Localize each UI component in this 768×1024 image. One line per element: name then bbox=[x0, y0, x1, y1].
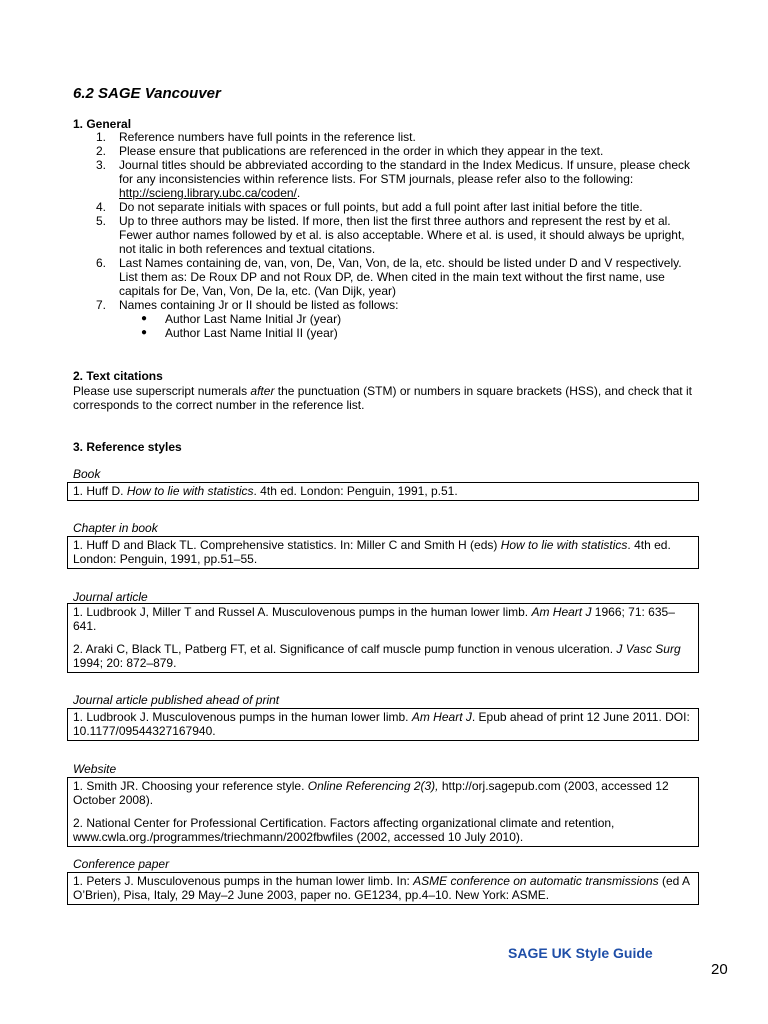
bullet-icon: ● bbox=[141, 327, 148, 338]
general-list bbox=[73, 130, 693, 340]
bullet-item: ● Author Last Name Initial II (year) bbox=[141, 326, 338, 340]
list-item: 1. Reference numbers have full points in the reference list. bbox=[96, 130, 416, 144]
list-item: 5. Up to three authors may be listed. If more, then list the first three authors and represent the rest by et al. Fewer author names followed by et al. is also acceptable. Where et al. is used, it should always be upright, not italic in both references and textual citations. bbox=[96, 214, 685, 256]
reference-entry: 1. Peters J. Musculovenous pumps in the human lower limb. In: ASME conference on automatic transmissions (ed A O’Brien), Pisa, Italy, 29 May–2 June 2003, paper no. GE1234, pp.4–10. New York: ASME. bbox=[73, 874, 690, 902]
reference-entry: 1. Ludbrook J, Miller T and Russel A. Musculovenous pumps in the human lower limb. Am Heart J 1966; 71: 635–641. bbox=[73, 605, 675, 633]
list-item: 7. Names containing Jr or II should be listed as follows: ● Author Last Name Initial Jr (year) ● Author Last Name Initial II (year) bbox=[73, 298, 693, 340]
reference-entry: 2. Araki C, Black TL, Patberg FT, et al. Significance of calf muscle pump function in venous ulceration. J Vasc Surg 1994; 20: 872–879. bbox=[73, 642, 681, 670]
book-label: Book bbox=[73, 467, 101, 481]
list-item: 4. Do not separate initials with spaces or full points, but add a full point after last initial before the title. bbox=[96, 200, 643, 214]
reference-entry: 1. Huff D. How to lie with statistics. 4th ed. London: Penguin, 1991, p.51. bbox=[73, 484, 458, 498]
list-item: 6. Last Names containing de, van, von, De, Van, Von, de la, etc. should be listed under D and V respectively. List them as: De Roux DP and not Roux DP, de. When cited in the main text without the first name, use capitals for De, Van, Von, De la, etc. (Van Dijk, year) bbox=[96, 256, 682, 298]
reference-styles-heading: 3. Reference styles bbox=[73, 440, 182, 454]
chapter-reference-box bbox=[67, 536, 699, 569]
website-reference-box bbox=[67, 777, 699, 847]
website-label: Website bbox=[73, 762, 117, 776]
names-bullet-list bbox=[119, 312, 693, 340]
ahead-of-print-label: Journal article published ahead of print bbox=[73, 693, 280, 707]
book-reference-box bbox=[67, 482, 699, 501]
footer-title: SAGE UK Style Guide bbox=[508, 945, 653, 961]
chapter-label: Chapter in book bbox=[73, 521, 158, 535]
list-item: 3. Journal titles should be abbreviated according to the standard in the Index Medicus. If unsure, please check for any inconsistencies within reference lists. For STM journals, please refer also to the following: http://scieng.library.ubc.ca/coden/. bbox=[96, 158, 691, 200]
conference-label: Conference paper bbox=[73, 857, 170, 871]
section-title: 6.2 SAGE Vancouver bbox=[73, 85, 221, 102]
text-citations-paragraph: Please use superscript numerals after the punctuation (STM) or numbers in square brackets (HSS), and check that it corresponds to the correct number in the reference list. bbox=[73, 384, 692, 412]
ahead-of-print-reference-box bbox=[67, 708, 699, 741]
reference-entry: 1. Huff D and Black TL. Comprehensive statistics. In: Miller C and Smith H (eds) How to lie with statistics. 4th ed. London: Penguin, 1991, pp.51–55. bbox=[73, 538, 671, 566]
reference-entry: 1. Ludbrook J. Musculovenous pumps in the human lower limb. Am Heart J. Epub ahead of print 12 June 2011. DOI: 10.1177/09544327167940. bbox=[73, 710, 690, 738]
conference-reference-box bbox=[67, 872, 699, 905]
coden-link[interactable]: http://scieng.library.ubc.ca/coden/ bbox=[119, 186, 297, 200]
page-number: 20 bbox=[711, 961, 728, 978]
bullet-icon: ● bbox=[141, 313, 148, 324]
text-citations-heading: 2. Text citations bbox=[73, 369, 163, 383]
bullet-item: ● Author Last Name Initial Jr (year) bbox=[141, 312, 342, 326]
journal-label: Journal article bbox=[73, 590, 148, 604]
journal-reference-box bbox=[67, 603, 699, 673]
general-heading: 1. General bbox=[73, 117, 132, 131]
reference-entry: 1. Smith JR. Choosing your reference style. Online Referencing 2(3), http://orj.sagepub.com (2003, accessed 12 October 2008). bbox=[73, 779, 669, 807]
list-item: 2. Please ensure that publications are referenced in the order in which they appear in the text. bbox=[96, 144, 604, 158]
reference-entry: 2. National Center for Professional Certification. Factors affecting organizational climate and retention, www.cwla.org./programmes/triechmann/2002fbwfiles (2002, accessed 10 July 2010). bbox=[73, 816, 615, 844]
